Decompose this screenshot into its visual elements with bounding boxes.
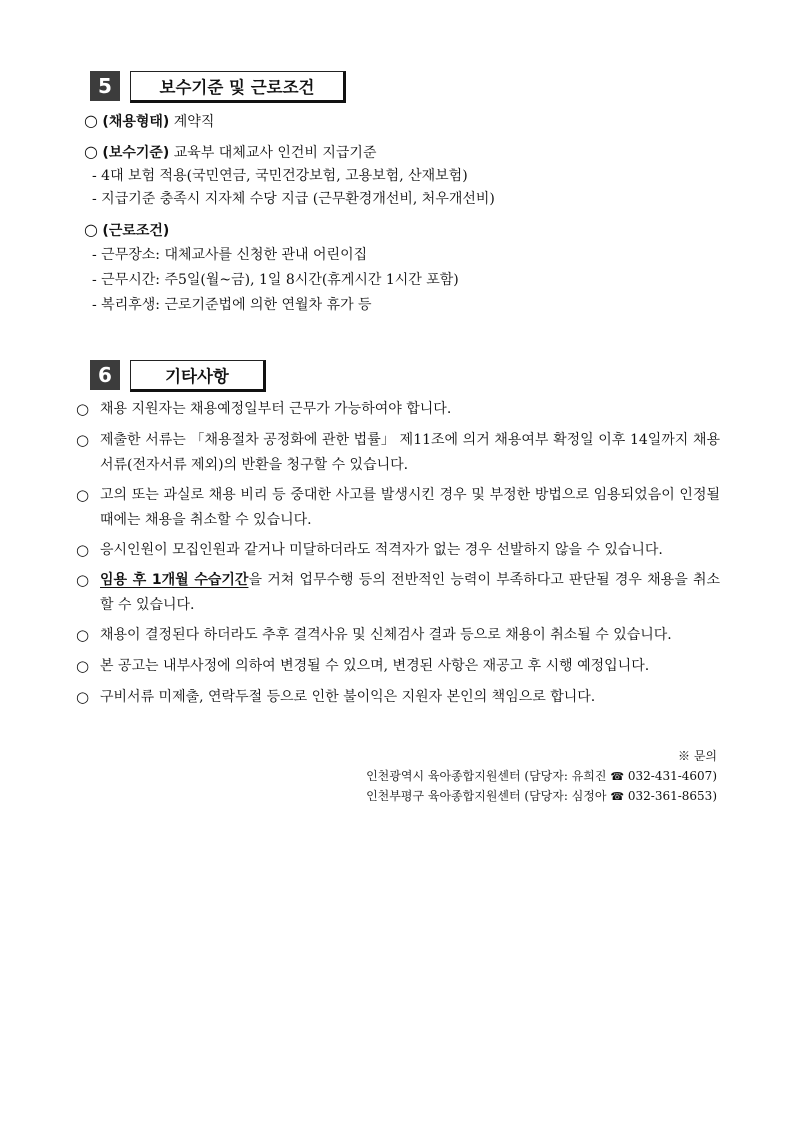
contact-phone: 032-431-4607) xyxy=(627,769,717,783)
employment-type-line xyxy=(84,111,214,132)
bullet-circle-icon: ○ xyxy=(76,626,90,644)
notice-text: 응시인원이 모집인원과 같거나 미달하더라도 적격자가 없는 경우 선발하지 않을 수 있습니다. xyxy=(100,542,663,558)
work-conditions-subitem: - 복리후생: 근로기준법에 의한 연월차 휴가 등 xyxy=(92,297,372,313)
notice-item xyxy=(76,685,720,710)
contact-org: 인천부평구 육아종합지원센터 (담당자: 심정아 xyxy=(366,789,607,803)
notice-text: 고의 또는 과실로 채용 비리 등 중대한 사고를 발생시킨 경우 및 부정한 방법으로 임용되었음이 인정될 때에는 채용을 취소할 수 있습니다. xyxy=(100,487,720,528)
contact-line xyxy=(366,786,717,807)
notice-text: 구비서류 미제출, 연락두절 등으로 인한 불이익은 지원자 본인의 책임으로 합니다. xyxy=(100,689,596,705)
phone-icon: ☎ xyxy=(610,790,625,803)
pay-standard-label: (보수기준) xyxy=(102,145,170,161)
section-5-number: 5 xyxy=(90,71,120,101)
notice-item xyxy=(76,428,720,478)
notice-text: 제출한 서류는 「채용절차 공정화에 관한 법률」 제11조에 의거 채용여부 확정일 이후 14일까지 채용서류(전자서류 제외)의 반환을 청구할 수 있습니다. xyxy=(100,432,720,473)
notice-text: 채용 지원자는 채용예정일부터 근무가 가능하여야 합니다. xyxy=(100,401,452,417)
work-conditions-line xyxy=(84,220,169,241)
pay-standard-subitem: - 4대 보험 적용(국민연금, 국민건강보험, 고용보험, 산재보험) xyxy=(92,168,468,184)
notice-item xyxy=(76,568,720,618)
notice-item xyxy=(76,397,720,422)
contact-line xyxy=(366,766,717,787)
notice-item xyxy=(76,623,720,648)
section-6-title: 기타사항 xyxy=(130,360,266,392)
contact-heading: ※ 문의 xyxy=(678,749,717,763)
work-conditions-subitem: - 근무장소: 대체교사를 신청한 관내 어린이집 xyxy=(92,247,368,263)
bullet-circle-icon: ○ xyxy=(76,541,90,559)
section-5-title: 보수기준 및 근로조건 xyxy=(130,71,346,103)
bullet-circle-icon: ○ xyxy=(76,688,90,706)
section-5-header xyxy=(90,71,346,101)
pay-standard-subitem: - 지급기준 충족시 지자체 수당 지급 (근무환경개선비, 처우개선비) xyxy=(92,191,495,207)
employment-type-label: (채용형태) xyxy=(102,114,170,130)
contact-org: 인천광역시 육아종합지원센터 (담당자: 유희진 xyxy=(366,769,607,783)
notice-text: 본 공고는 내부사정에 의하여 변경될 수 있으며, 변경된 사항은 재공고 후 시행 예정입니다. xyxy=(100,658,650,674)
bullet-circle-icon: ○ xyxy=(76,431,90,449)
work-conditions-label: (근로조건) xyxy=(102,223,170,239)
notice-item xyxy=(76,483,720,533)
work-conditions-subitem: - 근무시간: 주5일(월~금), 1일 8시간(휴게시간 1시간 포함) xyxy=(92,272,459,288)
bullet-circle-icon: ○ xyxy=(84,220,98,239)
bullet-circle-icon: ○ xyxy=(76,400,90,418)
pay-standard-value: 교육부 대체교사 인건비 지급기준 xyxy=(173,145,377,161)
bullet-circle-icon: ○ xyxy=(84,111,98,130)
phone-icon: ☎ xyxy=(610,770,625,783)
bullet-circle-icon: ○ xyxy=(84,142,98,161)
probation-emphasis: 임용 후 1개월 수습기간 xyxy=(100,572,249,588)
notice-item xyxy=(76,654,720,679)
probation-text: 을 거쳐 업무수행 등의 전반적인 능력이 부족하다고 판단될 경우 채용을 취소할 수 있습니다. xyxy=(100,572,720,613)
section-6-number: 6 xyxy=(90,360,120,390)
section-6-header xyxy=(90,360,266,390)
notice-item xyxy=(76,538,720,563)
employment-type-value: 계약직 xyxy=(173,114,215,130)
bullet-circle-icon: ○ xyxy=(76,571,90,589)
pay-standard-line xyxy=(84,142,376,163)
bullet-circle-icon: ○ xyxy=(76,486,90,504)
notice-text xyxy=(76,568,720,618)
bullet-circle-icon: ○ xyxy=(76,657,90,675)
contact-phone: 032-361-8653) xyxy=(627,789,717,803)
notice-text: 채용이 결정된다 하더라도 추후 결격사유 및 신체검사 결과 등으로 채용이 취소될 수 있습니다. xyxy=(100,627,672,643)
